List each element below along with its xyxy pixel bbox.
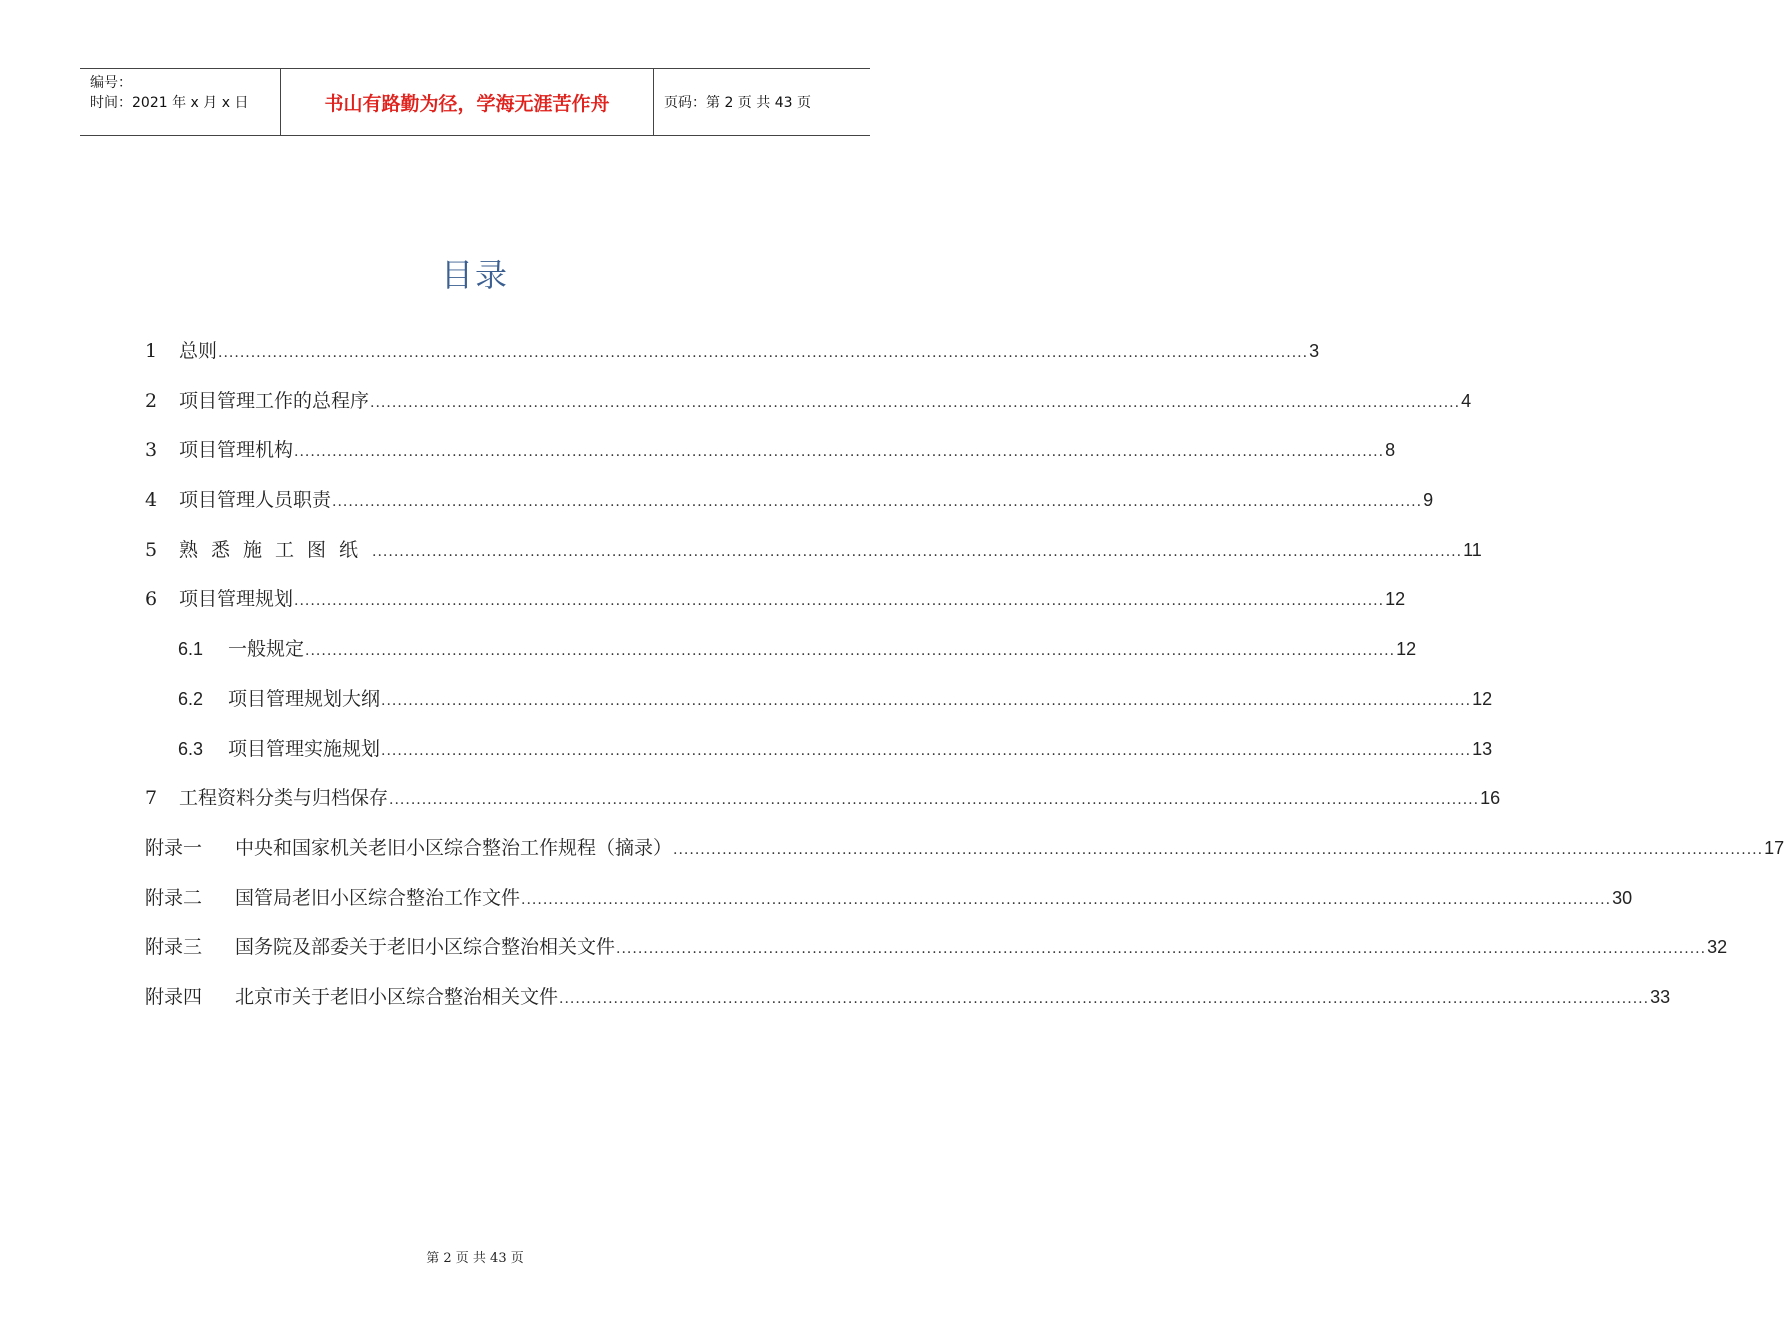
toc-appendix-entry[interactable] xyxy=(145,932,1728,982)
toc-appendix-entry[interactable] xyxy=(145,982,1671,1032)
toc-leader-dots: ........................................................................................................................................................................................................ xyxy=(332,494,1423,511)
toc-entry[interactable] xyxy=(145,386,1472,436)
toc-entry-title: 总则 xyxy=(179,340,218,362)
toc-entry-title: 项目管理人员职责 xyxy=(179,489,332,512)
toc-entry[interactable] xyxy=(145,336,1320,386)
toc-entry-title: 熟悉施工图纸 xyxy=(179,538,372,561)
toc-appendix-entry[interactable] xyxy=(145,883,1633,933)
toc-list xyxy=(145,336,1784,1032)
header-number-label: 编号： xyxy=(90,75,132,91)
page-footer: 第 2 页 共 43 页 xyxy=(426,1251,524,1266)
header-page-info: 页码：第 2 页 共 43 页 xyxy=(664,95,811,111)
toc-entry-number: 附录一 xyxy=(145,836,203,859)
toc-leader-dots: ........................................................................................................................................................................................................ xyxy=(370,394,1461,411)
toc-entry-title: 一般规定 xyxy=(228,638,305,661)
toc-entry-page: 30 xyxy=(1612,887,1633,908)
toc-leader-dots: ........................................................................................................................................................................................................ xyxy=(559,990,1650,1007)
toc-entry-page: 12 xyxy=(1396,639,1417,660)
toc-entry-number: 附录二 xyxy=(145,886,203,909)
toc-leader-dots: ........................................................................................................................................................................................................ xyxy=(381,742,1472,759)
toc-entry-number: 7 xyxy=(145,787,158,810)
toc-entry-title: 项目管理工作的总程序 xyxy=(179,389,370,412)
toc-entry-title: 国管局老旧小区综合整治工作文件 xyxy=(235,886,521,909)
toc-entry[interactable] xyxy=(145,584,1406,634)
toc-leader-dots: ........................................................................................................................................................................................................ xyxy=(389,792,1480,809)
toc-entry-number: 6.3 xyxy=(178,738,204,759)
toc-entry-page: 11 xyxy=(1463,539,1482,560)
toc-entry[interactable] xyxy=(145,783,1501,833)
header-meta xyxy=(80,69,281,135)
toc-entry-number: 4 xyxy=(145,489,158,512)
toc-subentry[interactable] xyxy=(145,634,1417,684)
toc-entry-number: 3 xyxy=(145,439,158,462)
toc-entry-title: 国务院及部委关于老旧小区综合整治相关文件 xyxy=(235,936,616,959)
header-date: 时间：2021 年 x 月 x 日 xyxy=(90,95,249,111)
toc-entry-title: 项目管理规划大纲 xyxy=(228,687,381,710)
toc-entry[interactable] xyxy=(145,435,1396,485)
toc-leader-dots: ........................................................................................................................................................................................................ xyxy=(381,692,1472,709)
toc-entry[interactable] xyxy=(145,485,1434,535)
page-header xyxy=(80,68,870,136)
toc-leader-dots: ........................................................................................................................................................................................................ xyxy=(372,543,1463,560)
toc-entry-title: 中央和国家机关老旧小区综合整治工作规程（摘录） xyxy=(235,836,673,859)
toc-entry-page: 17 xyxy=(1764,837,1784,858)
toc-entry-page: 4 xyxy=(1461,390,1472,411)
toc-leader-dots: ........................................................................................................................................................................................................ xyxy=(218,345,1309,361)
toc-entry-title: 项目管理规划 xyxy=(179,588,294,611)
toc-entry-number: 6.1 xyxy=(178,639,204,660)
toc-entry-page: 12 xyxy=(1472,688,1493,709)
toc-entry-number: 2 xyxy=(145,389,158,412)
toc-leader-dots: ........................................................................................................................................................................................................ xyxy=(616,941,1707,958)
toc-entry-page: 32 xyxy=(1707,937,1728,958)
toc-leader-dots: ........................................................................................................................................................................................................ xyxy=(673,841,1764,858)
toc-subentry[interactable] xyxy=(145,734,1493,784)
toc-entry-page: 16 xyxy=(1480,788,1501,809)
toc-leader-dots: ........................................................................................................................................................................................................ xyxy=(521,891,1612,908)
toc-entry-page: 9 xyxy=(1423,490,1434,511)
toc-subentry[interactable] xyxy=(145,684,1493,734)
toc-entry-title: 工程资料分类与归档保存 xyxy=(179,787,389,810)
toc-entry-number: 5 xyxy=(145,538,158,561)
toc-leader-dots: ........................................................................................................................................................................................................ xyxy=(294,593,1385,610)
toc-title: 目录 xyxy=(440,256,509,294)
toc-entry-title: 北京市关于老旧小区综合整治相关文件 xyxy=(235,985,559,1008)
toc-entry-number: 1 xyxy=(145,340,158,362)
toc-entry-number: 附录四 xyxy=(145,985,203,1008)
toc-leader-dots: ........................................................................................................................................................................................................ xyxy=(294,444,1385,461)
toc-entry-number: 6.2 xyxy=(178,688,204,709)
toc-entry-page: 3 xyxy=(1309,341,1320,361)
toc-entry-title: 项目管理机构 xyxy=(179,439,294,462)
toc-entry-page: 8 xyxy=(1385,440,1396,461)
toc-entry[interactable] xyxy=(145,535,1482,585)
toc-appendix-entry[interactable] xyxy=(145,833,1784,883)
toc-entry-page: 12 xyxy=(1385,589,1406,610)
toc-leader-dots: ........................................................................................................................................................................................................ xyxy=(305,643,1396,660)
toc-entry-page: 33 xyxy=(1650,986,1671,1007)
toc-entry-number: 6 xyxy=(145,588,158,611)
toc-entry-page: 13 xyxy=(1472,738,1493,759)
toc-entry-title: 项目管理实施规划 xyxy=(228,737,381,760)
header-motto: 书山有路勤为径，学海无涯苦作舟 xyxy=(281,69,654,135)
toc-entry-number: 附录三 xyxy=(145,936,203,959)
